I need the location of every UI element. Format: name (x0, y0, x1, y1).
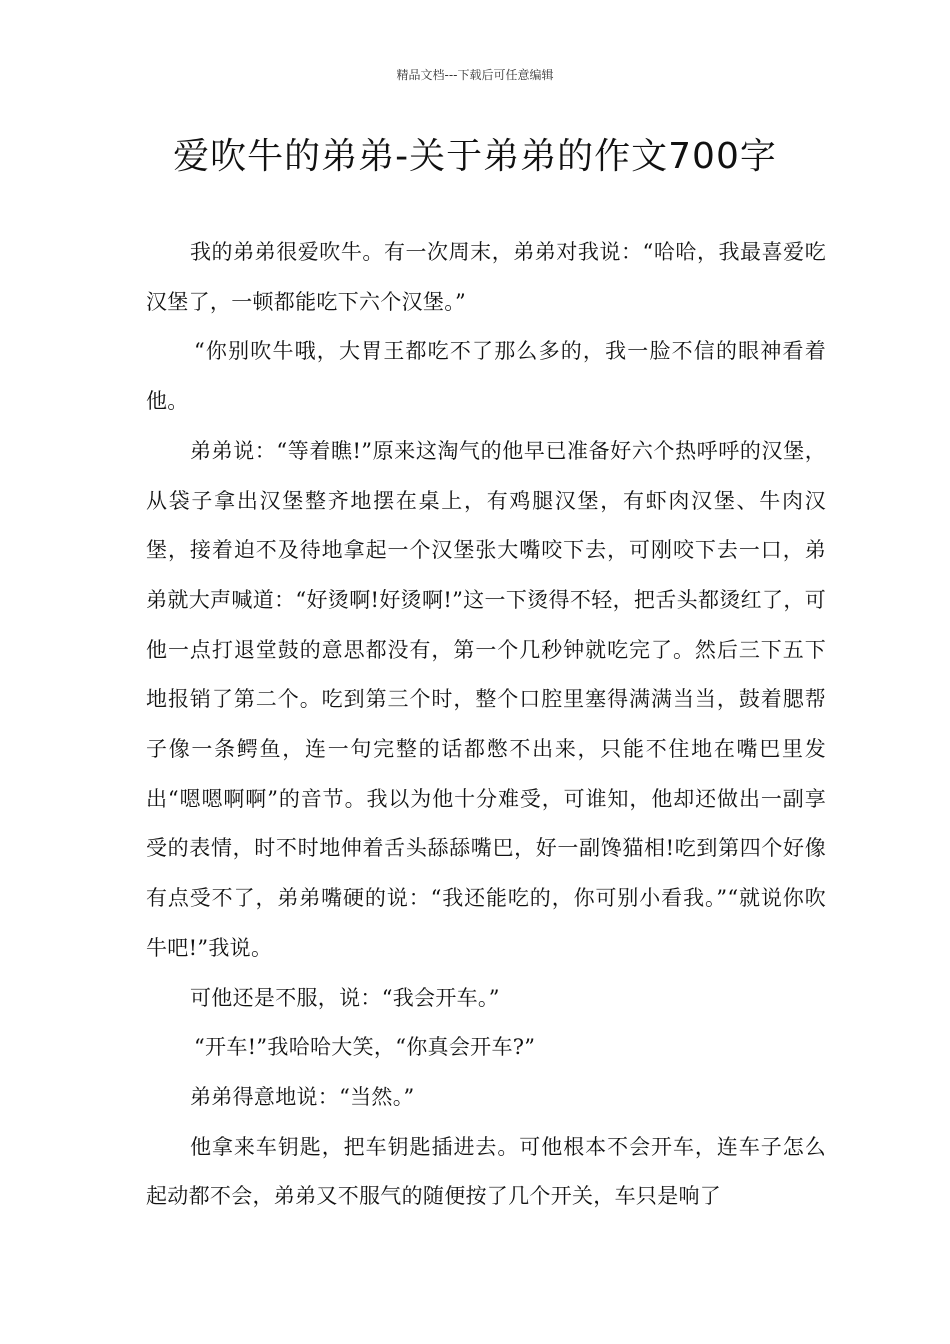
paragraph: “开车!”我哈哈大笑，“你真会开车?” (194, 1035, 536, 1060)
paragraph: “你别吹牛哦，大胃王都吃不了那么多的，我一脸不信的眼神看着他。 (146, 339, 826, 414)
paragraph: 弟弟得意地说：“当然。” (190, 1084, 415, 1109)
paragraph: 他拿来车钥匙，把车钥匙插进去。可他根本不会开车，连车子怎么起动都不会，弟弟又不服气的随便按了几个开关，车只是响了 (146, 1134, 826, 1209)
paragraph: 可他还是不服，说：“我会开车。” (190, 985, 500, 1010)
header-note: 精品文档---下载后可任意编辑 (396, 68, 554, 82)
page-title: 爱吹牛的弟弟-关于弟弟的作文700字 (173, 136, 777, 177)
paragraph: 我的弟弟很爱吹牛。有一次周末，弟弟对我说：“哈哈，我最喜爱吃汉堡了，一顿都能吃下六个汉堡。” (146, 240, 826, 314)
paragraph: 弟弟说：“等着瞧!”原来这淘气的他早已准备好六个热呼呼的汉堡，从袋子拿出汉堡整齐地摆在桌上，有鸡腿汉堡，有虾肉汉堡、牛肉汉堡，接着迫不及待地拿起一个汉堡张大嘴咬下去，可刚咬下去一口，弟弟就大声喊道：“好烫啊!好烫啊!”这一下烫得不轻，把舌头都烫红了，可他一点打退堂鼓的意思都没有，第一个几秒钟就吃完了。然后三下五下地报销了第二个。吃到第三个时，整个口腔里塞得满满当当，鼓着腮帮子像一条鳄鱼，连一句完整的话都憋不出来，只能不住地在嘴巴里发出“嗯嗯啊啊”的音节。我以为他十分难受，可谁知，他却还做出一副享受的表情，时不时地伸着舌头舔舔嘴巴，好一副馋猫相!吃到第四个好像有点受不了，弟弟嘴硬的说：“我还能吃的，你可别小看我。”“就说你吹牛吧!”我说。 (146, 438, 826, 960)
essay-body (146, 228, 826, 1222)
